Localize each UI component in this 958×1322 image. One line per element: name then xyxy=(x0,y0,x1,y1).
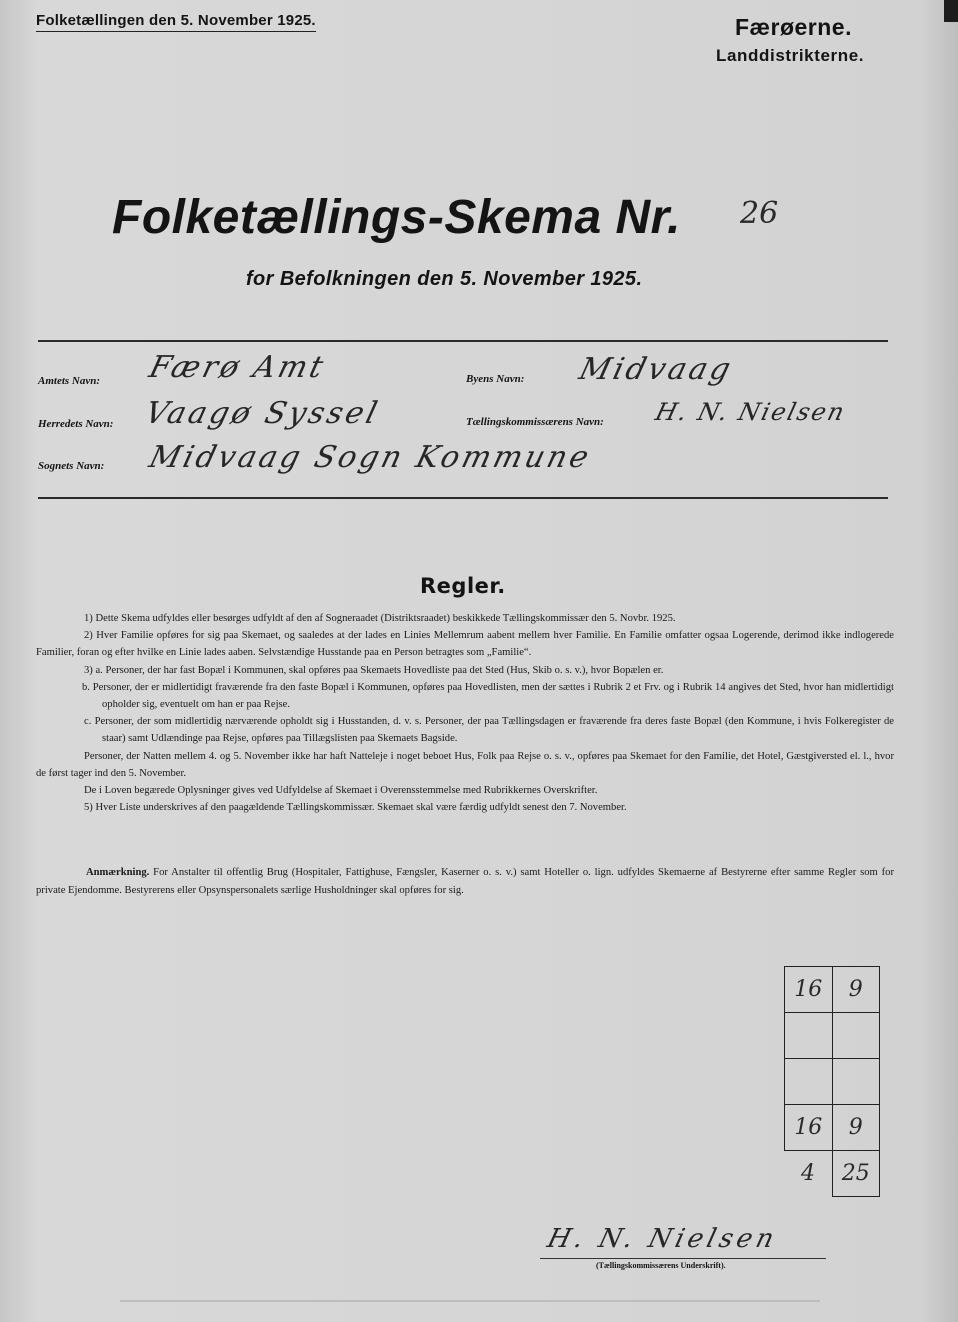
header-region: Færøerne. xyxy=(735,14,852,40)
rule-3b: b. Personer, der er midlertidigt fraværende fra den faste Bopæl i Kommunen, opføres paa Hovedlisten, men der sættes i Rubrik 2 et Frv. og i Rubrik 14 angives det Sted, hvor han midlertidigt opholder sig, eventuelt om han er paa Rejse. xyxy=(82,681,894,711)
amt-value: Færø Amt xyxy=(145,350,330,385)
bottom-divider xyxy=(38,497,888,499)
tally-box xyxy=(784,966,880,1204)
tally-cell: 9 xyxy=(832,967,880,1013)
scan-corner xyxy=(944,0,958,22)
rule-3a: 3) a. Personer, der har fast Bopæl i Kommunen, skal opføres paa Skemaets Hovedliste paa det Sted (Hus, Skib o. s. v.), hvor Bopælen er. xyxy=(84,664,664,676)
form-number: 26 xyxy=(740,196,779,231)
signature: H. N. Nielsen xyxy=(544,1224,781,1254)
amt-label: Amtets Navn: xyxy=(38,375,101,387)
rule-2: 2) Hver Familie opføres for sig paa Skemaet, og saaledes at der lades en Linies Mellemrum aabent mellem hver Familie. En Familie omfatter ogsaa Logerende, derimod ikke indlogerede Familier, foran og efter hvilke en Linie lades aaben. Selvstændige Husstande paa en Person betragtes som „Familie“. xyxy=(36,630,894,659)
rule-3c: c. Personer, der som midlertidig nærværende opholdt sig i Husstanden, d. v. s. Personer, der paa Tællingsdagen er fraværende fra deres faste Bopæl (den Kommune, i hvis Folkeregister de staar) samt Udlændinge paa Rejse, opføres paa Tillægslisten paa Skemaets Bagside. xyxy=(84,716,894,745)
top-divider xyxy=(38,340,888,342)
signature-line xyxy=(540,1258,826,1259)
tally-cell xyxy=(832,1013,880,1059)
bleed-through-mark xyxy=(120,1300,820,1302)
tally-cell: 16 xyxy=(785,1105,833,1151)
tally-cell: 9 xyxy=(832,1105,880,1151)
tally-cell xyxy=(832,1059,880,1105)
rules-heading: Regler. xyxy=(420,574,506,598)
note-text: For Anstalter til offentlig Brug (Hospitaler, Fattighuse, Fængsler, Kaserner o. s. v.) samt Hoteller o. lign. udfyldes Skemaerne af Bestyrerne efter samme Regler som for private Ejendomme. Bestyrerens eller Opsynspersonalets særlige Husholdninger skal opføres for sig. xyxy=(36,867,894,896)
header-district: Landdistrikterne. xyxy=(716,46,865,65)
form-subtitle: for Befolkningen den 5. November 1925. xyxy=(246,268,643,290)
note-label: Anmærkning. xyxy=(86,867,150,878)
header-census-date: Folketællingen den 5. November 1925. xyxy=(36,12,316,32)
form-title: Folketællings-Skema Nr. xyxy=(112,191,682,244)
kommissaer-value: H. N. Nielsen xyxy=(652,398,849,426)
signature-caption: (Tællingskommissærens Underskrift). xyxy=(596,1261,726,1270)
kommissaer-label: Tællingskommissærens Navn: xyxy=(466,416,604,428)
herred-value: Vaagø Syssel xyxy=(141,396,384,431)
by-label: Byens Navn: xyxy=(466,373,525,385)
tally-cell: 4 xyxy=(785,1151,833,1197)
tally-cell: 16 xyxy=(785,967,833,1013)
sogn-value: Midvaag Sogn Kommune xyxy=(145,440,595,475)
by-value: Midvaag xyxy=(575,352,737,387)
tally-cell xyxy=(785,1013,833,1059)
herred-label: Herredets Navn: xyxy=(38,418,114,430)
annotation-note xyxy=(36,864,894,900)
rules-text xyxy=(36,610,894,816)
sogn-label: Sognets Navn: xyxy=(38,460,105,472)
rule-4: De i Loven begærede Oplysninger gives ved Udfyldelse af Skemaet i Overensstemmelse med Rubrikkernes Overskrifter. xyxy=(84,785,598,797)
rule-1: 1) Dette Skema udfyldes eller besørges udfyldt af den af Sogneraadet (Distriktsraadet) beskikkede Tællingskommissær den 5. Novbr. 1925. xyxy=(84,613,676,624)
rule-5: 5) Hver Liste underskrives af den paagældende Tællingskommissær. Skemaet skal være færdig udfyldt senest den 7. November. xyxy=(84,802,627,814)
rule-3d: Personer, der Natten mellem 4. og 5. November ikke har haft Natteleje i noget beboet Hus, Folk paa Rejse o. s. v., opføres paa Skemaet for den Familie, det Hotel, Gæstgiversted el. l., hvor de først tager ind den 5. November. xyxy=(36,750,894,779)
tally-cell xyxy=(785,1059,833,1105)
tally-cell: 25 xyxy=(832,1151,880,1197)
